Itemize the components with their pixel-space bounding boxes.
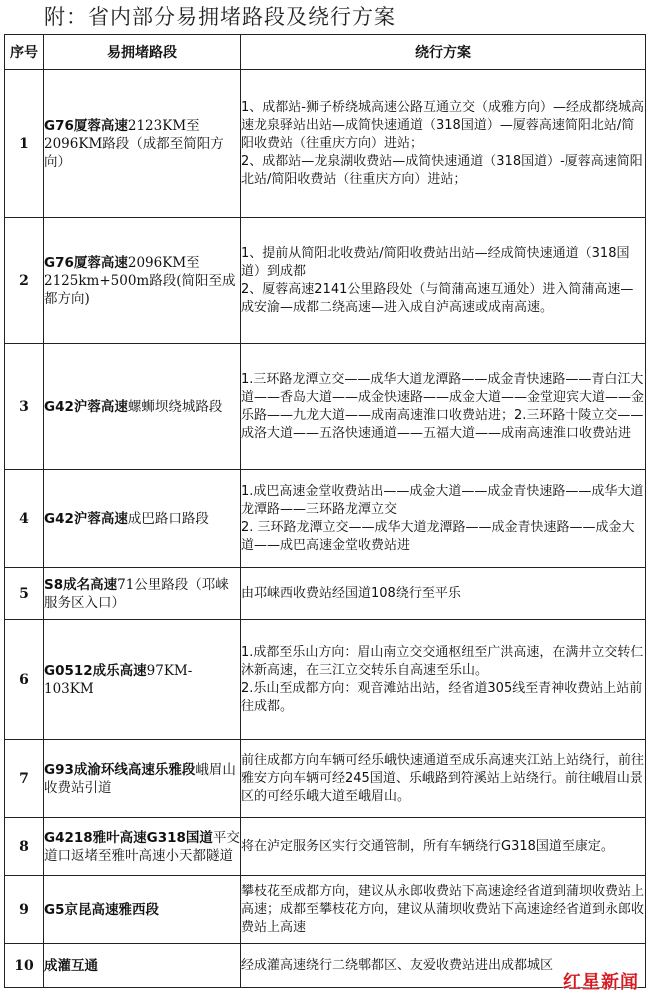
row-number: 10 [5, 944, 44, 988]
row-segment [44, 740, 241, 818]
header-no: 序号 [5, 35, 44, 70]
row-plan: 攀枝花至成都方向，建议从永郎收费站下高速途经省道到蒲坝收费站上高速；成都至攀枝花方向，建议从蒲坝收费站下高速途经省道到永郎收费站上高速 [241, 876, 646, 944]
segment-detail: 峨眉山收费站引道 [44, 761, 236, 796]
row-segment [44, 818, 241, 876]
row-number: 1 [5, 70, 44, 218]
row-number: 9 [5, 876, 44, 944]
row-segment [44, 70, 241, 218]
row-number: 2 [5, 218, 44, 344]
header-plan: 绕行方案 [241, 35, 646, 70]
segment-detail: 螺蛳坝绕城路段 [127, 398, 223, 415]
row-segment [44, 876, 241, 944]
row-segment [44, 470, 241, 568]
row-plan: 由邛崃西收费站经国道108绕行至平乐 [241, 568, 646, 620]
segment-road: G76厦蓉高速 [44, 117, 128, 134]
segment-road: G5京昆高速雅西段 [44, 901, 159, 918]
row-number: 4 [5, 470, 44, 568]
row-segment [44, 344, 241, 470]
row-number: 3 [5, 344, 44, 470]
row-plan: 1.三环路龙潭立交——成华大道龙潭路——成金青快速路——青白江大道——香岛大道——成金快速路——成金大道——金堂迎宾大道——金乐路——九龙大道——成南高速淮口收费站进；2.三环路十陵立交——成洛大道——五洛快速通道——五福大道——成南高速淮口收费站进 [241, 344, 646, 470]
segment-road: 成灌互通 [44, 957, 98, 974]
row-plan: 1.成都至乐山方向：眉山南立交交通枢纽至广洪高速，在满井立交转仁沐新高速，在三江立交转乐自高速至乐山。 2.乐山至成都方向：观音滩站出站，经省道305线至青神收费站上站前往成都。 [241, 620, 646, 740]
segment-road: G4218雅叶高速G318国道 [44, 829, 213, 846]
table-row [5, 620, 646, 740]
table-row [5, 70, 646, 218]
table-row [5, 470, 646, 568]
segment-road: G93成渝环线高速乐雅段 [44, 761, 196, 778]
table-row [5, 944, 646, 988]
table-row [5, 568, 646, 620]
row-segment [44, 218, 241, 344]
row-number: 8 [5, 818, 44, 876]
row-plan: 将在泸定服务区实行交通管制，所有车辆绕行G318国道至康定。 [241, 818, 646, 876]
row-segment [44, 620, 241, 740]
row-number: 7 [5, 740, 44, 818]
segment-detail: 成巴路口路段 [127, 510, 209, 527]
segment-road: G76厦蓉高速 [44, 254, 128, 271]
page-title: 附：省内部分易拥堵路段及绕行方案 [44, 5, 396, 29]
table-header-row [5, 35, 646, 70]
table-row [5, 818, 646, 876]
table-row [5, 344, 646, 470]
segment-detail: 97KM-103KM [44, 662, 193, 697]
row-number: 6 [5, 620, 44, 740]
row-plan: 1、提前从简阳北收费站/简阳收费站出站—经成简快速通道（318国道）到成都 2、厦蓉高速2141公里路段处（与简蒲高速互通处）进入简蒲高速—成安渝—成都二绕高速—进入成自泸高速或成南高速。 [241, 218, 646, 344]
segment-detail: 71公里路段（邛崃服务区入口） [44, 576, 229, 611]
detour-table [4, 34, 646, 988]
row-number: 5 [5, 568, 44, 620]
row-plan: 1、成都站-狮子桥绕城高速公路互通立交（成雅方向）—经成都绕城高速龙泉驿站出站—成简快速通道（318国道）—厦蓉高速简阳北站/简阳收费站（往重庆方向）进站； 2、成都站—龙泉湖收费站—成简快速通道（318国道）-厦蓉高速简阳北站/简阳收费站（往重庆方向）进站； [241, 70, 646, 218]
segment-road: G42沪蓉高速 [44, 398, 128, 415]
row-plan: 前往成都方向车辆可经乐峨快速通道至成乐高速夹江站上站绕行，前往雅安方向车辆可经245国道、乐峨路到符溪站上站绕行。前往峨眉山景区的可经乐峨大道至峨眉山。 [241, 740, 646, 818]
row-segment [44, 944, 241, 988]
segment-road: G42沪蓉高速 [44, 510, 128, 527]
row-plan: 经成灌高速绕行二绕郫都区、友爱收费站进出成都城区 [241, 944, 646, 988]
table-row [5, 218, 646, 344]
header-segment: 易拥堵路段 [44, 35, 241, 70]
segment-detail: 2096KM至2125km+500m路段(简阳至成都方向) [44, 254, 236, 307]
row-segment [44, 568, 241, 620]
table-row [5, 876, 646, 944]
segment-detail: 2123KM至2096KM路段（成都至简阳方向） [44, 117, 224, 170]
row-plan: 1.成巴高速金堂收费站出——成金大道——成金青快速路——成华大道龙潭路——三环路龙潭立交 2. 三环路龙潭立交——成华大道龙潭路——成金青快速路——成金大道——成巴高速金堂收费站进 [241, 470, 646, 568]
table-row [5, 740, 646, 818]
segment-detail: 平交道口返堵至雅叶高速小天都隧道 [44, 829, 240, 864]
segment-road: S8成名高速 [44, 576, 118, 593]
segment-road: G0512成乐高速 [44, 662, 147, 679]
watermark-logo: 红星新闻 [563, 972, 639, 993]
